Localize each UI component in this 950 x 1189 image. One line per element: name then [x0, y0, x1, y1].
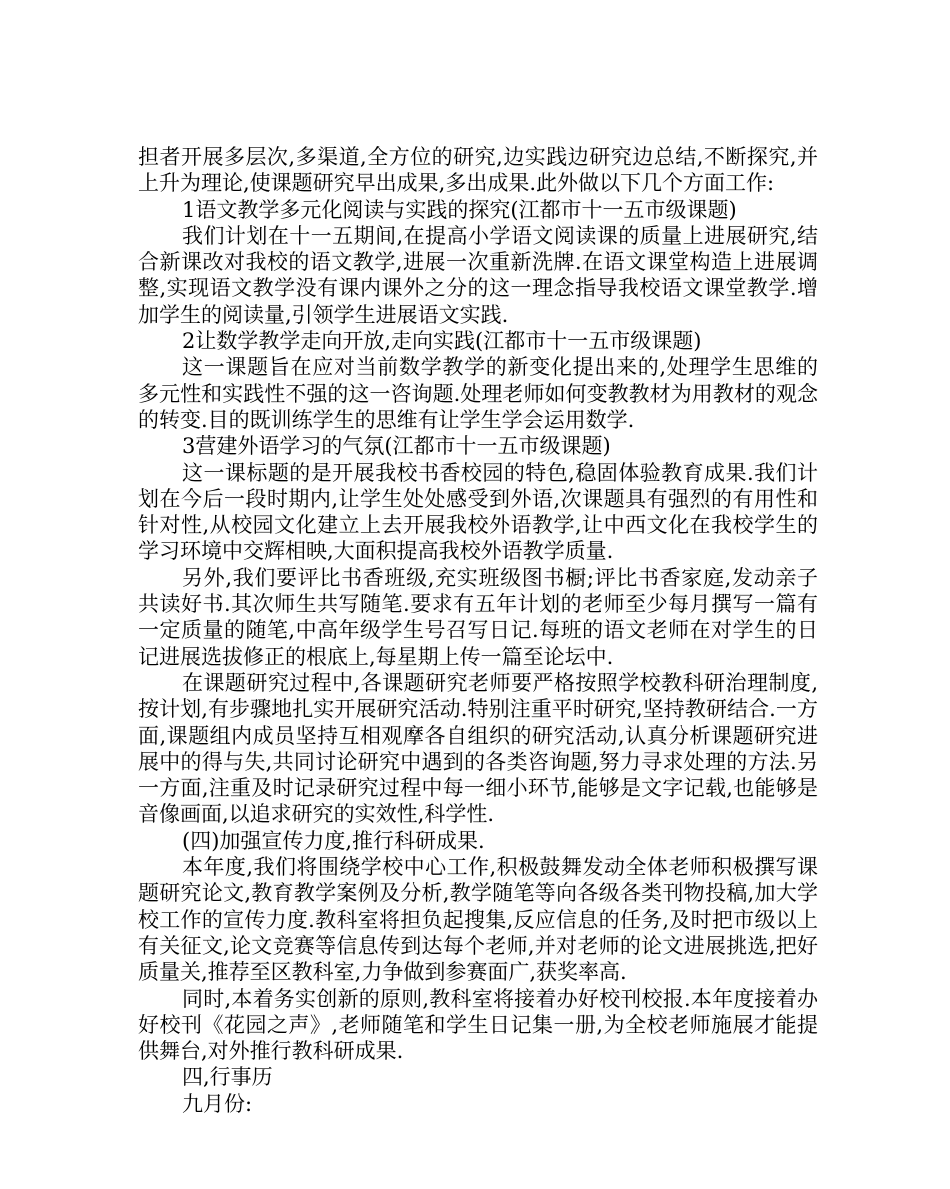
section-heading: 四,行事历 [182, 1065, 273, 1090]
section-heading: 3营建外语学习的气氛(江都市十一五市级课题) [182, 434, 611, 459]
section-heading: 2让数学教学走向开放,走向实践(江都市十一五市级课题) [182, 329, 702, 354]
section-heading: (四)加强宣传力度,推行科研成果. [182, 828, 485, 853]
section-heading: 1语文教学多元化阅读与实践的探究(江都市十一五市级课题) [182, 197, 737, 222]
paragraph: 这一课题旨在应对当前数学教学的新变化提出来的,处理学生思维的多元性和实践性不强的这一咨询题.处理老师如何变教教材为用教材的观念的转变.目的既训练学生的思维有让学生学会运用数学. [138, 355, 818, 432]
paragraph: 这一课标题的是开展我校书香校园的特色,稳固体验教育成果.我们计划在今后一段时期内,让学生处处感受到外语,次课题具有强烈的有用性和针对性,从校园文化建立上去开展我校外语教学,让中西文化在我校学生的学习环境中交辉相映,大面积提高我校外语教学质量. [138, 460, 818, 564]
month-heading: 九月份: [182, 1091, 253, 1116]
paragraph: 本年度,我们将围绕学校中心工作,积极鼓舞发动全体老师积极撰写课题研究论文,教育教学案例及分析,教学随笔等向各级各类刊物投稿,加大学校工作的宣传力度.教科室将担负起搜集,反应信息的任务,及时把市级以上有关征文,论文竞赛等信息传到达每个老师,并对老师的论文进展挑选,把好质量关,推荐至区教科室,力争做到参赛面广,获奖率高. [138, 855, 818, 985]
paragraph: 我们计划在十一五期间,在提高小学语文阅读课的质量上进展研究,结合新课改对我校的语文教学,进展一次重新洗牌.在语文课堂构造上进展调整,实现语文教学没有课内课外之分的这一理念指导我校语文课堂教学.增加学生的阅读量,引领学生进展语文实践. [138, 223, 818, 327]
paragraph: 在课题研究过程中,各课题研究老师要严格按照学校教科研治理制度,按计划,有步骤地扎实开展研究活动.特别注重平时研究,坚持教研结合.一方面,课题组内成员坚持互相观摩各自组织的研究活动,认真分析课题研究进展中的得与失,共同讨论研究中遇到的各类咨询题,努力寻求处理的方法.另一方面,注重及时记录研究过程中每一细小环节,能够是文字记载,也能够是音像画面,以追求研究的实效性,科学性. [138, 670, 818, 827]
paragraph: 另外,我们要评比书香班级,充实班级图书橱;评比书香家庭,发动亲子共读好书.其次师生共写随笔.要求有五年计划的老师至少每月撰写一篇有一定质量的随笔,中高年级学生号召写日记.每班的语文老师在对学生的日记进展选拔修正的根底上,每星期上传一篇至论坛中. [138, 565, 818, 669]
paragraph: 担者开展多层次,多渠道,全方位的研究,边实践边研究边总结,不断探究,并上升为理论,使课题研究早出成果,多出成果.此外做以下几个方面工作: [138, 145, 818, 196]
document-page [138, 144, 818, 1117]
paragraph: 同时,本着务实创新的原则,教科室将接着办好校刊校报.本年度接着办好校刊《花园之声》,老师随笔和学生日记集一册,为全校老师施展才能提供舞台,对外推行教科研成果. [138, 986, 818, 1064]
